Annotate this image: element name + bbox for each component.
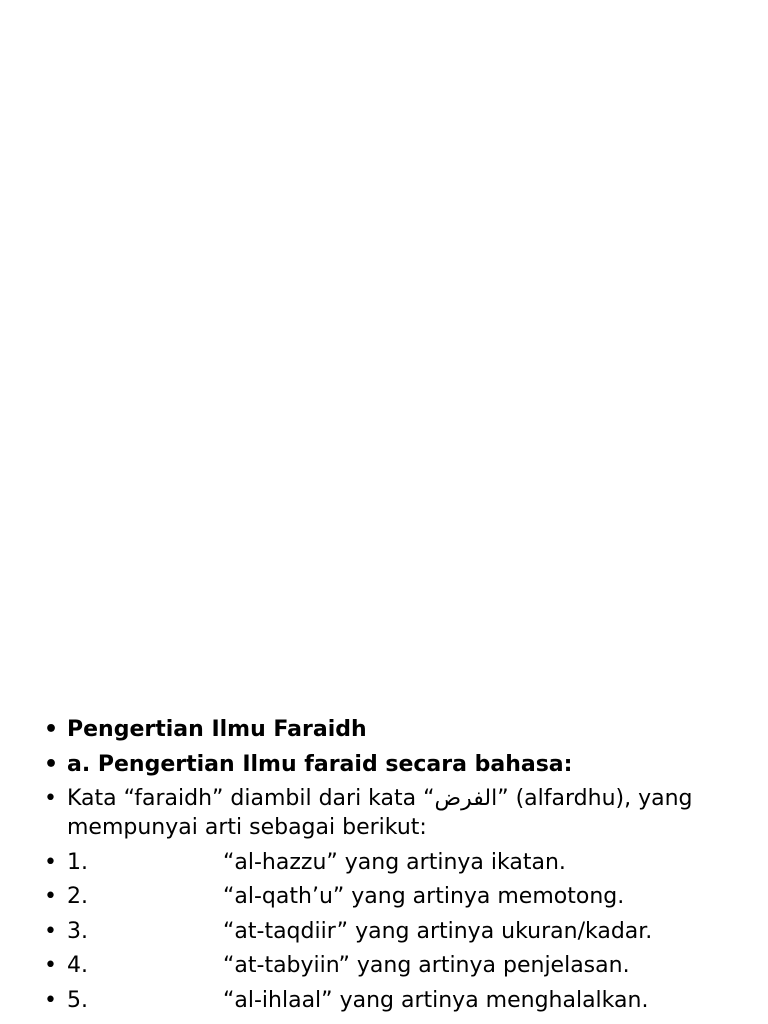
item-text: “al-qath’u” yang artinya memotong. bbox=[223, 884, 625, 909]
bullet-icon: • bbox=[44, 884, 57, 909]
list-item bbox=[44, 951, 754, 980]
list-item-intro bbox=[44, 784, 754, 842]
item-number: 3. bbox=[67, 918, 88, 944]
item-text: “at-taqdiir” yang artinya ukuran/kadar. bbox=[223, 918, 653, 944]
item-text: “al-hazzu” yang artinya ikatan. bbox=[223, 849, 566, 875]
intro-text-end: ” (alfardhu), yang mempunyai arti sebagai berikut: bbox=[67, 786, 693, 840]
item-text: “al-ihlaal” yang artinya menghalalkan. bbox=[223, 987, 649, 1013]
bullet-icon: • bbox=[44, 849, 57, 875]
list-item bbox=[44, 848, 754, 877]
bullet-list bbox=[44, 715, 754, 1020]
bullet-icon: • bbox=[44, 987, 57, 1013]
list-item bbox=[44, 986, 754, 1015]
list-item-subtitle bbox=[44, 750, 754, 779]
item-text: “at-tabyiin” yang artinya penjelasan. bbox=[223, 953, 630, 978]
bullet-icon: • bbox=[44, 918, 57, 944]
list-item-title bbox=[44, 715, 754, 744]
list-item bbox=[44, 882, 754, 911]
bullet-icon: • bbox=[44, 786, 57, 811]
bullet-icon: • bbox=[44, 751, 59, 777]
item-number: 1. bbox=[67, 849, 88, 875]
bullet-icon: • bbox=[44, 953, 57, 978]
heading-subtitle: a. Pengertian Ilmu faraid secara bahasa: bbox=[67, 751, 573, 777]
item-number: 2. bbox=[67, 884, 88, 909]
bullet-icon: • bbox=[44, 717, 59, 742]
item-number: 5. bbox=[67, 987, 88, 1013]
arabic-word: الفرض bbox=[434, 786, 498, 811]
intro-text-start: Kata “faraidh” diambil dari kata “ bbox=[67, 786, 435, 811]
list-item bbox=[44, 917, 754, 946]
item-number: 4. bbox=[67, 953, 88, 978]
heading-title: Pengertian Ilmu Faraidh bbox=[67, 717, 367, 742]
